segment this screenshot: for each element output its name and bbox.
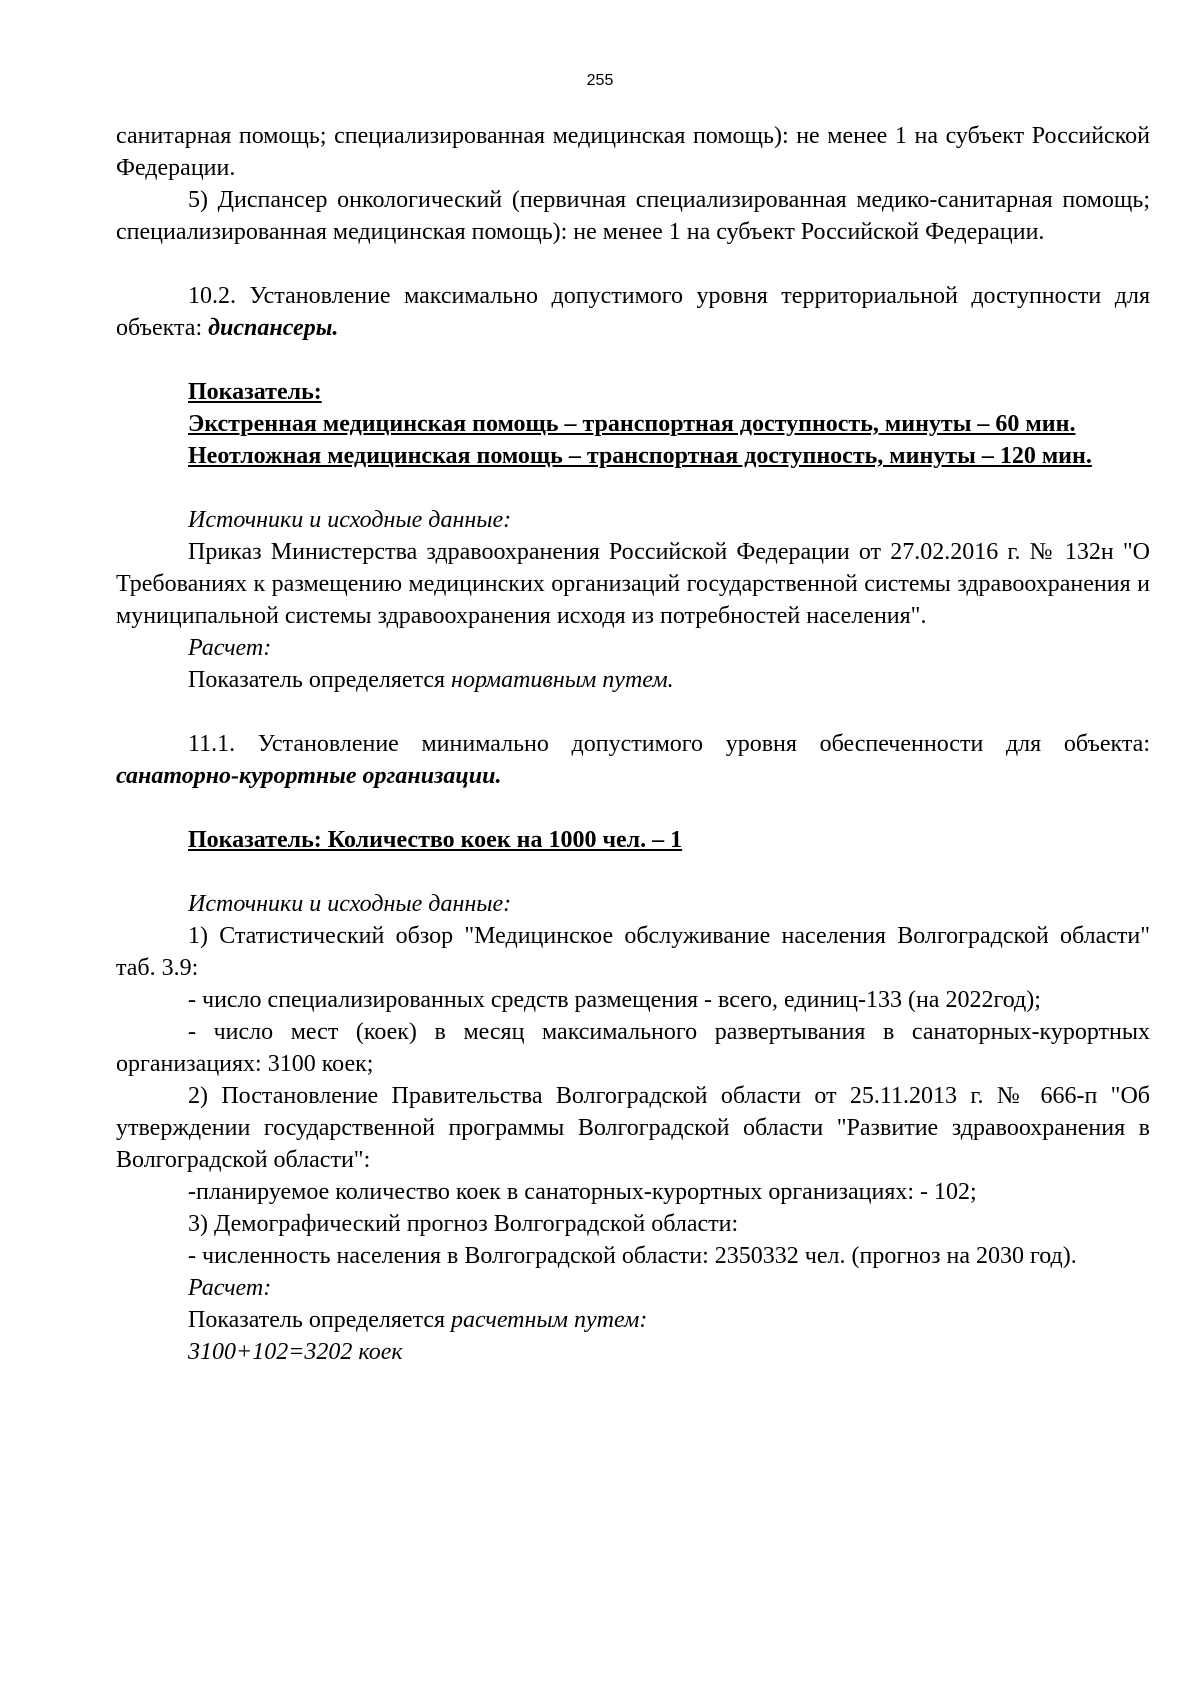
page-number: 255 [586, 72, 614, 89]
section-10-2-heading [116, 280, 1150, 344]
spacer [116, 696, 1150, 728]
spacer [116, 792, 1150, 824]
calc-label: Расчет: [188, 1275, 272, 1301]
spacer [116, 248, 1150, 280]
section-10-2-object: диспансеры. [208, 315, 339, 341]
source-3a: - численность населения в Волгоградской области: 2350332 чел. (прогноз на 2030 год). [188, 1243, 1077, 1269]
page-body [116, 120, 1150, 1368]
section-11-1-heading [116, 728, 1150, 792]
indicator-urgent: Неотложная медицинская помощь – транспортная доступность, минуты – 120 мин. [188, 443, 1092, 469]
source-1a: - число специализированных средств размещения - всего, единиц-133 (на 2022год); [188, 987, 1041, 1013]
paragraph-continuation: санитарная помощь; специализированная медицинская помощь): не менее 1 на субъект Российской Федерации. [116, 123, 1150, 181]
calc-text [116, 664, 1150, 696]
calc-label: Расчет: [188, 635, 272, 661]
calc-method: расчетным путем: [451, 1307, 648, 1333]
spacer [116, 856, 1150, 888]
spacer [116, 344, 1150, 376]
spacer [116, 472, 1150, 504]
calc-text [116, 1304, 1150, 1336]
calc-prefix: Показатель определяется [188, 1307, 452, 1333]
indicator-beds: Показатель: Количество коек на 1000 чел. – 1 [188, 827, 683, 853]
source-3: 3) Демографический прогноз Волгоградской области: [188, 1211, 739, 1237]
section-11-1-intro: 11.1. Установление минимально допустимого уровня обеспеченности для объекта: [188, 731, 1150, 757]
indicator-emergency: Экстренная медицинская помощь – транспортная доступность, минуты – 60 мин. [188, 411, 1076, 437]
source-1b: - число мест (коек) в месяц максимального развертывания в санаторных-курортных организациях: 3100 коек; [116, 1019, 1150, 1077]
source-2: 2) Постановление Правительства Волгоградской области от 25.11.2013 г. № 666-п "Об утверждении государственной программы Волгоградской области "Развитие здравоохранения в Волгоградской области": [116, 1083, 1150, 1173]
sources-text: Приказ Министерства здравоохранения Российской Федерации от 27.02.2016 г. № 132н "О Требованиях к размещению медицинских организаций государственной системы здравоохранения и муниципальной системы здравоохранения исходя из потребностей населения". [116, 539, 1150, 629]
source-2a: -планируемое количество коек в санаторных-курортных организациях: - 102; [188, 1179, 977, 1205]
section-11-1-object: санаторно-курортные организации. [116, 763, 502, 789]
calc-method: нормативным путем. [451, 667, 674, 693]
paragraph-item-5: 5) Диспансер онкологический (первичная специализированная медико-санитарная помощь; специализированная медицинская помощь): не менее 1 на субъект Российской Федерации. [116, 187, 1150, 245]
sources-label: Источники и исходные данные: [188, 507, 512, 533]
sources-label: Источники и исходные данные: [188, 891, 512, 917]
indicator-label: Показатель: [188, 379, 322, 405]
calc-prefix: Показатель определяется [188, 667, 452, 693]
calc-formula: 3100+102=3202 коек [188, 1339, 403, 1365]
source-1: 1) Статистический обзор "Медицинское обслуживание населения Волгоградской области" таб. 3.9: [116, 923, 1150, 981]
section-10-2-intro: 10.2. Установление максимально допустимого уровня территориальной доступности для объекта: [116, 283, 1150, 341]
